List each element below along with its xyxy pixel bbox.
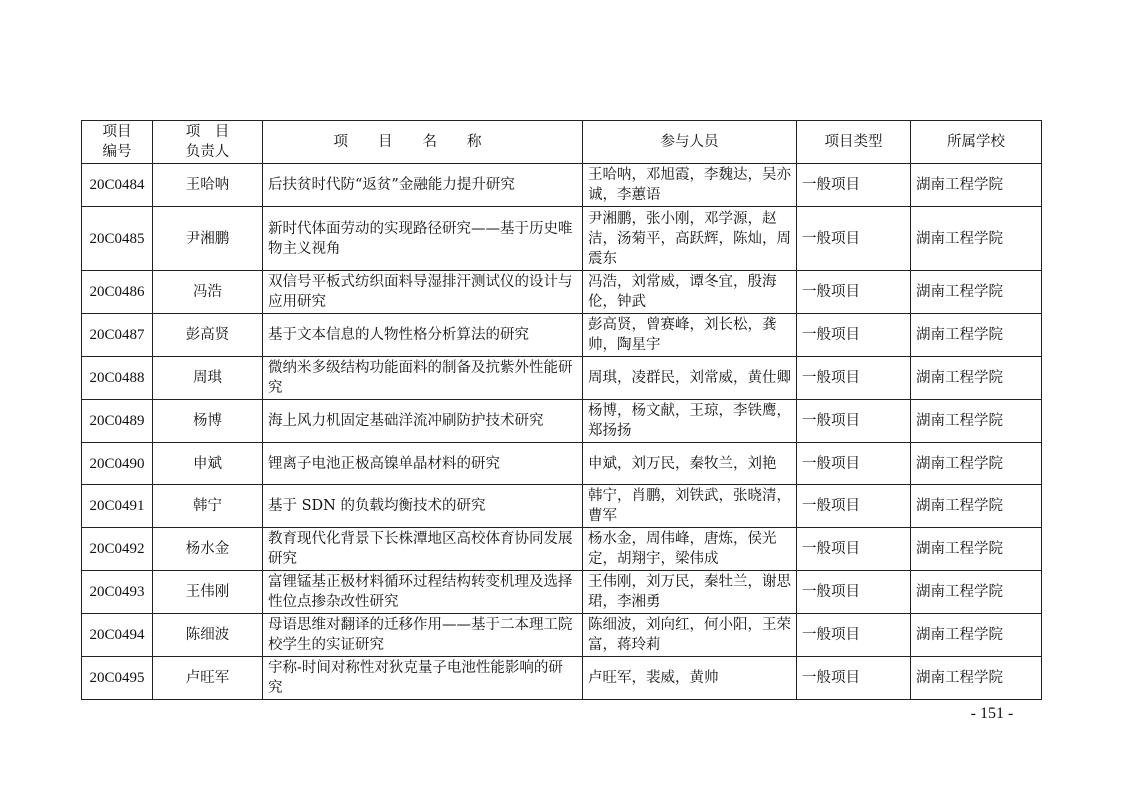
leader-cell: 申斌 [153,443,263,485]
project-name-cell: 微纳米多级结构功能面料的制备及抗紫外性能研究 [263,357,583,400]
project-table [81,120,1042,700]
project-name-cell: 后扶贫时代防“返贫”金融能力提升研究 [263,164,583,207]
project-name-cell: 锂离子电池正极高镍单晶材料的研究 [263,443,583,485]
school-cell: 湖南工程学院 [911,614,1042,657]
table-row [82,400,1042,443]
project-id-cell: 20C0490 [82,443,153,485]
project-id-cell: 20C0488 [82,357,153,400]
project-type-cell: 一般项目 [797,485,911,528]
project-id-cell: 20C0494 [82,614,153,657]
project-type-cell: 一般项目 [797,571,911,614]
members-cell: 尹湘鹏，张小刚，邓学源，赵洁，汤菊平，高跃辉，陈灿，周震东 [583,207,797,271]
project-name-cell: 新时代体面劳动的实现路径研究——基于历史唯物主义视角 [263,207,583,271]
project-type-cell: 一般项目 [797,271,911,314]
project-type-cell: 一般项目 [797,400,911,443]
school-cell: 湖南工程学院 [911,657,1042,700]
project-id-cell: 20C0493 [82,571,153,614]
project-type-cell: 一般项目 [797,164,911,207]
leader-cell: 韩宁 [153,485,263,528]
leader-cell: 卢旺军 [153,657,263,700]
table-row [82,571,1042,614]
members-cell: 王哈呐，邓旭霞，李魏达，吴亦诚，李蕙语 [583,164,797,207]
project-name-cell: 宇称-时间对称性对狄克量子电池性能影响的研究 [263,657,583,700]
members-cell: 卢旺军，裴威，黄帅 [583,657,797,700]
header-school: 所属学校 [911,121,1042,164]
school-cell: 湖南工程学院 [911,271,1042,314]
header-project-type: 项目类型 [797,121,911,164]
table-row [82,657,1042,700]
leader-cell: 周琪 [153,357,263,400]
school-cell: 湖南工程学院 [911,357,1042,400]
leader-cell: 冯浩 [153,271,263,314]
members-cell: 周琪，凌群民，刘常威，黄仕卿 [583,357,797,400]
leader-cell: 杨水金 [153,528,263,571]
project-name-cell: 双信号平板式纺织面料导湿排汗测试仪的设计与应用研究 [263,271,583,314]
project-type-cell: 一般项目 [797,657,911,700]
project-name-cell: 富锂锰基正极材料循环过程结构转变机理及选择性位点掺杂改性研究 [263,571,583,614]
members-cell: 杨博，杨文献，王琼，李铁鹰，郑扬扬 [583,400,797,443]
header-row [82,121,1042,164]
members-cell: 冯浩，刘常威，谭冬宜，殷海伦，钟武 [583,271,797,314]
members-cell: 陈细波，刘向红，何小阳，王荣富，蒋玲莉 [583,614,797,657]
leader-cell: 王哈呐 [153,164,263,207]
table-row [82,528,1042,571]
project-name-cell: 母语思维对翻译的迁移作用——基于二本理工院校学生的实证研究 [263,614,583,657]
project-id-cell: 20C0489 [82,400,153,443]
leader-cell: 尹湘鹏 [153,207,263,271]
table-row [82,207,1042,271]
school-cell: 湖南工程学院 [911,400,1042,443]
table-row [82,443,1042,485]
table-row [82,614,1042,657]
project-type-cell: 一般项目 [797,528,911,571]
table-row [82,314,1042,357]
leader-cell: 陈细波 [153,614,263,657]
project-id-cell: 20C0491 [82,485,153,528]
table-row [82,357,1042,400]
project-id-cell: 20C0495 [82,657,153,700]
members-cell: 彭高贤，曾赛峰，刘长松，龚帅，陶星宇 [583,314,797,357]
members-cell: 杨水金，周伟峰，唐炼，侯光定，胡翔宇，梁伟成 [583,528,797,571]
header-project-id: 项目 编号 [82,121,153,164]
project-name-cell: 基于 SDN 的负载均衡技术的研究 [263,485,583,528]
members-cell: 韩宁，肖鹏，刘铁武，张晓清，曹军 [583,485,797,528]
members-cell: 王伟刚，刘万民，秦牡兰，谢思珺，李湘勇 [583,571,797,614]
project-id-cell: 20C0485 [82,207,153,271]
project-id-cell: 20C0492 [82,528,153,571]
table-row [82,271,1042,314]
project-id-cell: 20C0486 [82,271,153,314]
project-id-cell: 20C0487 [82,314,153,357]
school-cell: 湖南工程学院 [911,443,1042,485]
header-members: 参与人员 [583,121,797,164]
school-cell: 湖南工程学院 [911,164,1042,207]
table-row [82,164,1042,207]
school-cell: 湖南工程学院 [911,485,1042,528]
leader-cell: 彭高贤 [153,314,263,357]
project-type-cell: 一般项目 [797,207,911,271]
leader-cell: 王伟刚 [153,571,263,614]
header-leader: 项 目 负责人 [153,121,263,164]
project-id-cell: 20C0484 [82,164,153,207]
school-cell: 湖南工程学院 [911,314,1042,357]
members-cell: 申斌，刘万民，秦牧兰，刘艳 [583,443,797,485]
page-number: - 151 - [970,705,1014,722]
project-name-cell: 教育现代化背景下长株潭地区高校体育协同发展研究 [263,528,583,571]
project-type-cell: 一般项目 [797,443,911,485]
table-row [82,485,1042,528]
project-type-cell: 一般项目 [797,357,911,400]
project-name-cell: 海上风力机固定基础洋流冲刷防护技术研究 [263,400,583,443]
school-cell: 湖南工程学院 [911,571,1042,614]
school-cell: 湖南工程学院 [911,207,1042,271]
header-project-name: 项目名称 [263,121,583,164]
project-type-cell: 一般项目 [797,614,911,657]
project-name-cell: 基于文本信息的人物性格分析算法的研究 [263,314,583,357]
project-type-cell: 一般项目 [797,314,911,357]
school-cell: 湖南工程学院 [911,528,1042,571]
leader-cell: 杨博 [153,400,263,443]
